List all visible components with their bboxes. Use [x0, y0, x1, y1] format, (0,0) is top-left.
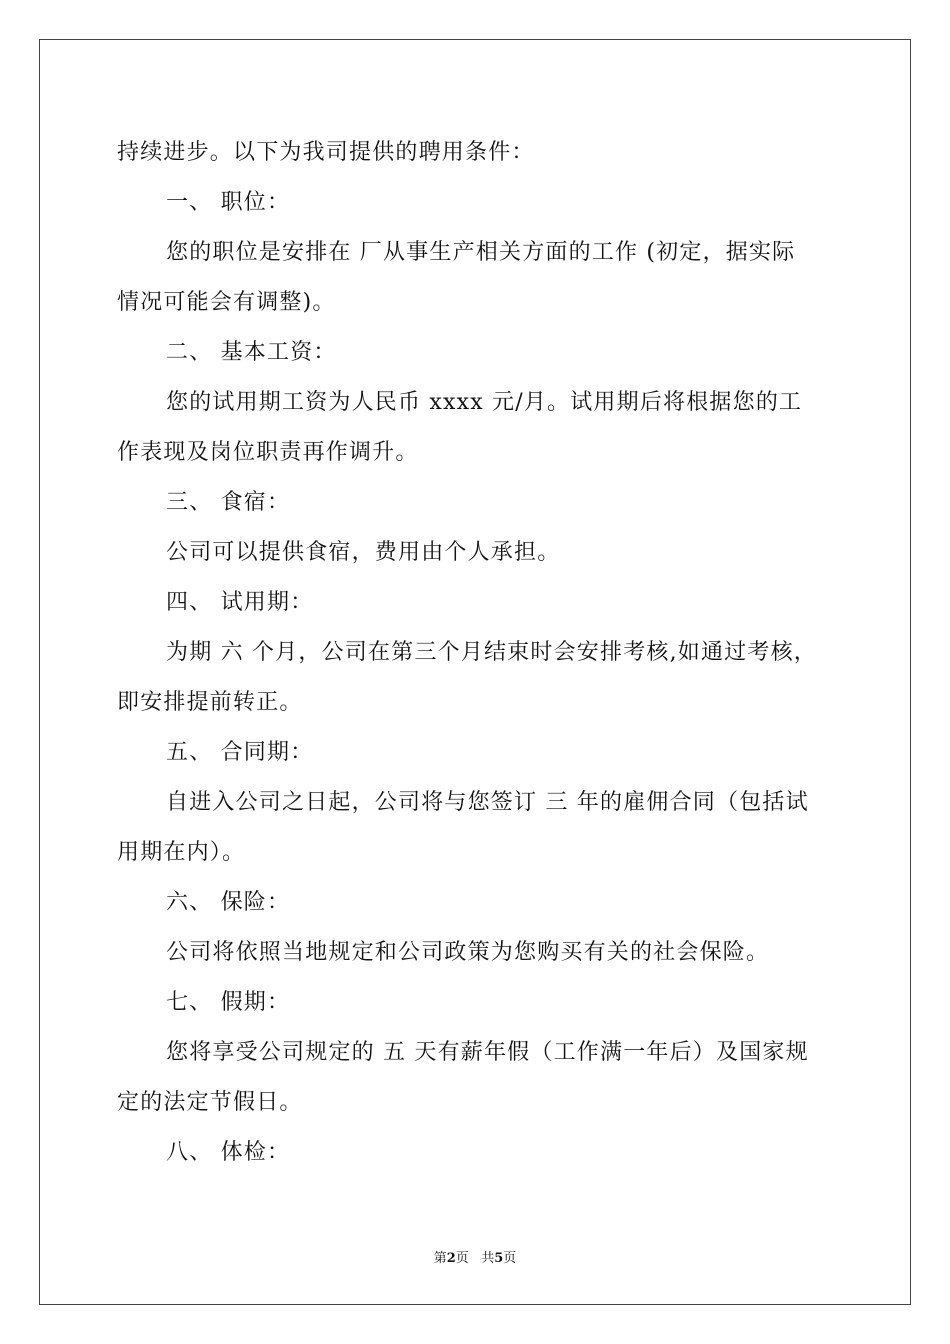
- section-heading-accommodation: 三、 食宿：: [166, 490, 291, 515]
- section-heading-contract: 五、 合同期：: [166, 740, 314, 765]
- text-line: 您的试用期工资为人民币 xxxx 元/月。试用期后将根据您的工: [166, 390, 803, 415]
- current-page-number: 2: [446, 1251, 456, 1266]
- section-heading-salary: 二、 基本工资：: [166, 340, 337, 365]
- page-footer: [0, 1247, 950, 1266]
- text-line: 为期 六 个月，公司在第三个月结束时会安排考核,如通过考核，: [166, 640, 817, 665]
- footer-mid: 页 共: [455, 1251, 495, 1266]
- footer-suffix: 页: [503, 1251, 517, 1266]
- text-line: 即安排提前转正。: [117, 690, 303, 715]
- section-heading-insurance: 六、 保险：: [166, 890, 291, 915]
- text-line: 公司将依照当地规定和公司政策为您购买有关的社会保险。: [166, 940, 770, 965]
- text-line: 公司可以提供食宿，费用由个人承担。: [166, 540, 561, 565]
- section-heading-probation: 四、 试用期：: [166, 590, 314, 615]
- total-page-number: 5: [494, 1251, 504, 1266]
- text-line: 用期在内）。: [117, 840, 246, 865]
- text-line: 定的法定节假日。: [117, 1090, 303, 1115]
- text-line: 情况可能会有调整)。: [117, 290, 336, 315]
- text-line: 您将享受公司规定的 五 天有薪年假（工作满一年后）及国家规: [166, 1040, 809, 1065]
- text-line: 持续进步。以下为我司提供的聘用条件：: [117, 140, 535, 165]
- section-heading-holiday: 七、 假期：: [166, 990, 291, 1015]
- footer-prefix: 第: [433, 1251, 447, 1266]
- section-heading-medical: 八、 体检：: [166, 1140, 291, 1165]
- document-body: [117, 128, 835, 1178]
- text-line: 作表现及岗位职责再作调升。: [117, 440, 419, 465]
- section-heading-position: 一、 职位：: [166, 190, 291, 215]
- text-line: 自进入公司之日起，公司将与您签订 三 年的雇佣合同（包括试: [166, 790, 809, 815]
- text-line: 您的职位是安排在 厂从事生产相关方面的工作 (初定，据实际: [166, 240, 796, 265]
